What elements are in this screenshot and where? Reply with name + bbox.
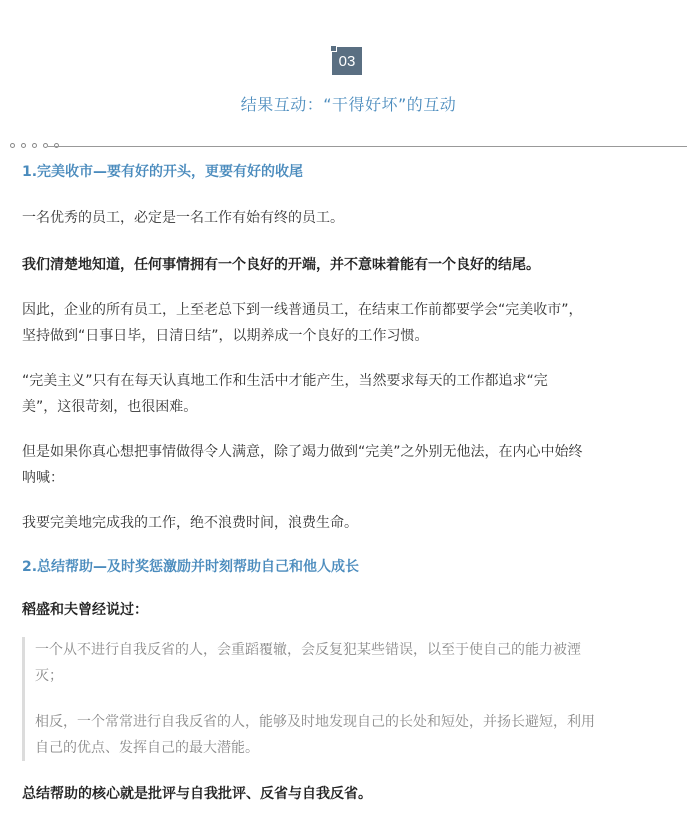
paragraph bbox=[22, 368, 682, 420]
divider-dot bbox=[10, 143, 15, 148]
divider-dot bbox=[21, 143, 26, 148]
section-heading: 结果互动：“干得好坏”的互动 bbox=[240, 95, 457, 114]
bold-paragraph: 总结帮助的核心就是批评与自我批评、反省与自我反省。 bbox=[22, 786, 372, 802]
section-number: 03 bbox=[332, 47, 362, 75]
bold-paragraph: 我们清楚地知道，任何事情拥有一个良好的开端，并不意味着能有一个良好的结尾。 bbox=[22, 257, 540, 273]
paragraph-line: “完美主义”只有在每天认真地工作和生活中才能产生，当然要求每天的工作都追求“完 bbox=[22, 373, 548, 389]
paragraph bbox=[22, 297, 682, 349]
quote-line: 自己的优点、发挥自己的最大潜能。 bbox=[35, 740, 259, 756]
paragraph-line: 因此，企业的所有员工，上至老总下到一线普通员工，在结束工作前都要学会“完美收市”， bbox=[22, 302, 583, 318]
paragraph bbox=[22, 439, 682, 491]
paragraph: 一名优秀的员工，必定是一名工作有始有终的员工。 bbox=[22, 210, 344, 226]
quote-line: 一个从不进行自我反省的人，会重蹈覆辙，会反复犯某些错误，以至于使自己的能力被湮 bbox=[35, 642, 581, 658]
paragraph-line: 坚持做到“日事日毕，日清日结”，以期养成一个良好的工作习惯。 bbox=[22, 328, 429, 344]
subsection-title-2: 2.总结帮助—及时奖惩激励并时刻帮助自己和他人成长 bbox=[22, 559, 360, 575]
divider-line bbox=[48, 146, 687, 147]
quote-line: 相反，一个常常进行自我反省的人，能够及时地发现自己的长处和短处，并扬长避短，利用 bbox=[35, 714, 595, 730]
subsection-title-1: 1.完美收市—要有好的开头，更要有好的收尾 bbox=[22, 164, 304, 180]
quote-line: 灭； bbox=[35, 668, 63, 684]
article-body bbox=[22, 160, 682, 807]
blockquote bbox=[22, 637, 682, 761]
divider-dot bbox=[32, 143, 37, 148]
bold-paragraph: 稻盛和夫曾经说过： bbox=[22, 602, 148, 618]
paragraph-line: 呐喊： bbox=[22, 470, 64, 486]
badge-corner-decoration bbox=[330, 45, 337, 52]
section-number-badge bbox=[332, 47, 364, 77]
paragraph: 我要完美地完成我的工作，绝不浪费时间，浪费生命。 bbox=[22, 515, 358, 531]
paragraph-line: 但是如果你真心想把事情做得令人满意，除了竭力做到“完美”之外别无他法，在内心中始终 bbox=[22, 444, 583, 460]
paragraph-line: 美”，这很苛刻，也很困难。 bbox=[22, 399, 198, 415]
